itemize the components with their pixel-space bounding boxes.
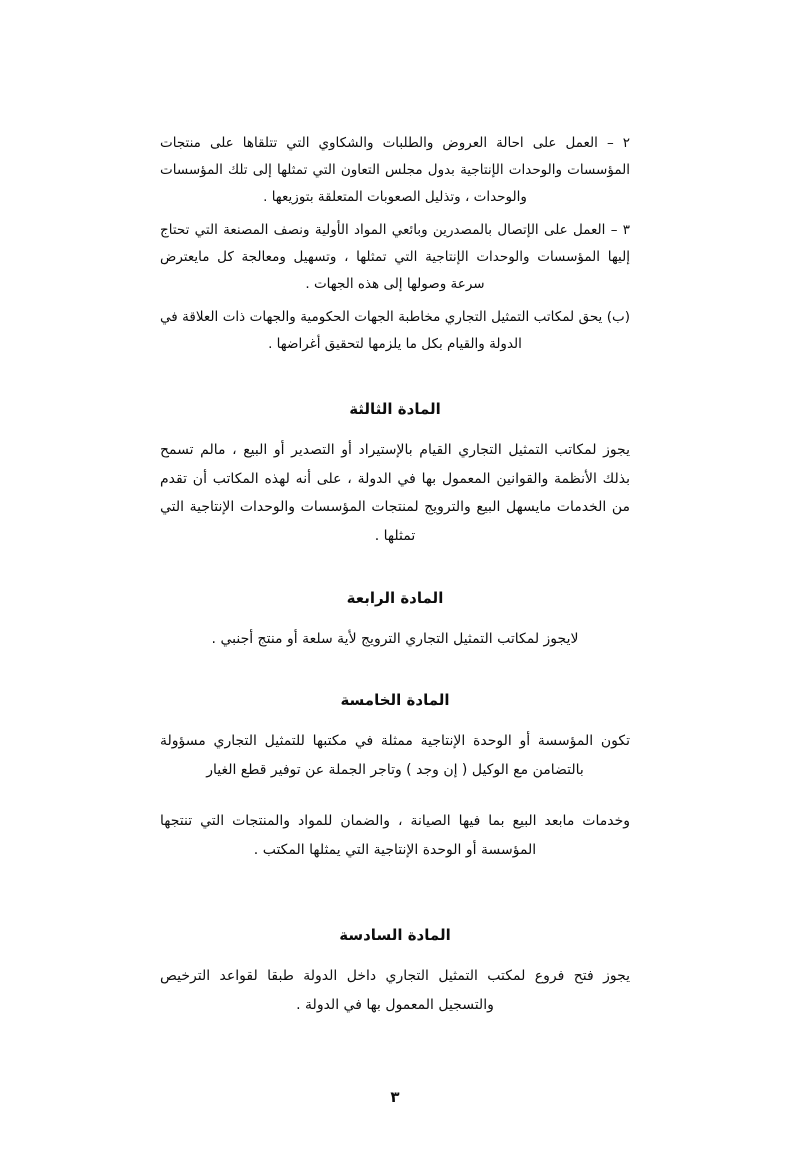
article-fifth-paragraph-2: وخدمات مابعد البيع بما فيها الصيانة ، والضمان للمواد والمنتجات التي تنتجها المؤسسة أو الوحدة الإنتاجية التي يمثلها المكتب .	[160, 812, 630, 858]
page-number: ٣	[390, 1088, 400, 1106]
spacer	[160, 364, 630, 374]
article-fourth-paragraph: لايجوز لمكاتب التمثيل التجاري الترويج لأية سلعة أو منتج أجنبي .	[211, 630, 579, 647]
article-heading-third: المادة الثالثة	[349, 400, 441, 418]
spacer	[160, 787, 630, 807]
article-heading-fifth: المادة الخامسة	[340, 691, 450, 710]
article-sixth-paragraph: يجوز فتح فروع لمكتب التمثيل التجاري داخل الدولة طبقا لقواعد الترخيص والتسجيل المعمول بها في الدولة .	[160, 968, 630, 1013]
spacer	[160, 655, 630, 665]
article-heading-fourth: المادة الرابعة	[346, 588, 444, 607]
article-fifth-paragraph-1: تكون المؤسسة أو الوحدة الإنتاجية ممثلة في مكتبها للتمثيل التجاري مسؤولة بالتضامن مع الوكيل ( إن وجد ) وتاجر الجملة عن توفير قطع الغيار	[160, 733, 630, 779]
article-heading-sixth: المادة السادسة	[339, 926, 451, 945]
spacer	[160, 553, 630, 563]
article-third-paragraph: يجوز لمكاتب التمثيل التجاري القيام بالإستيراد أو التصدير أو البيع ، مالم تسمح بذلك الأنظمة والقوانين المعمول بها في الدولة ، على أنه لهذه المكاتب أن تقدم من الخدمات مايسهل البيع والترويج لمنتجات المؤسسات والوحدات الإنتاجية التي تمثلها .	[160, 442, 630, 545]
list-item: ٣ – العمل على الإتصال بالمصدرين وبائعي المواد الأولية ونصف المصنعة التي تحتاج إليها المؤسسات والوحدات الإنتاجية التي تمثلها ، وتسهيل ومعالجة كل مايعترض سرعة وصولها إلى هذه الجهات .	[160, 222, 630, 292]
list-item: (ب) يحق لمكاتب التمثيل التجاري مخاطبة الجهات الحكومية والجهات ذات العلاقة في الدولة والقيام بكل ما يلزمها لتحقيق أغراضها .	[160, 309, 630, 352]
list-item: ٢ – العمل على احالة العروض والطلبات والشكاوي التي تتلقاها على منتجات المؤسسات والوحدات الإنتاجية بدول مجلس التعاون التي تمثلها إلى تلك المؤسسات والوحدات ، وتذليل الصعوبات المتعلقة بتوزيعها .	[160, 135, 630, 205]
spacer	[160, 866, 630, 900]
